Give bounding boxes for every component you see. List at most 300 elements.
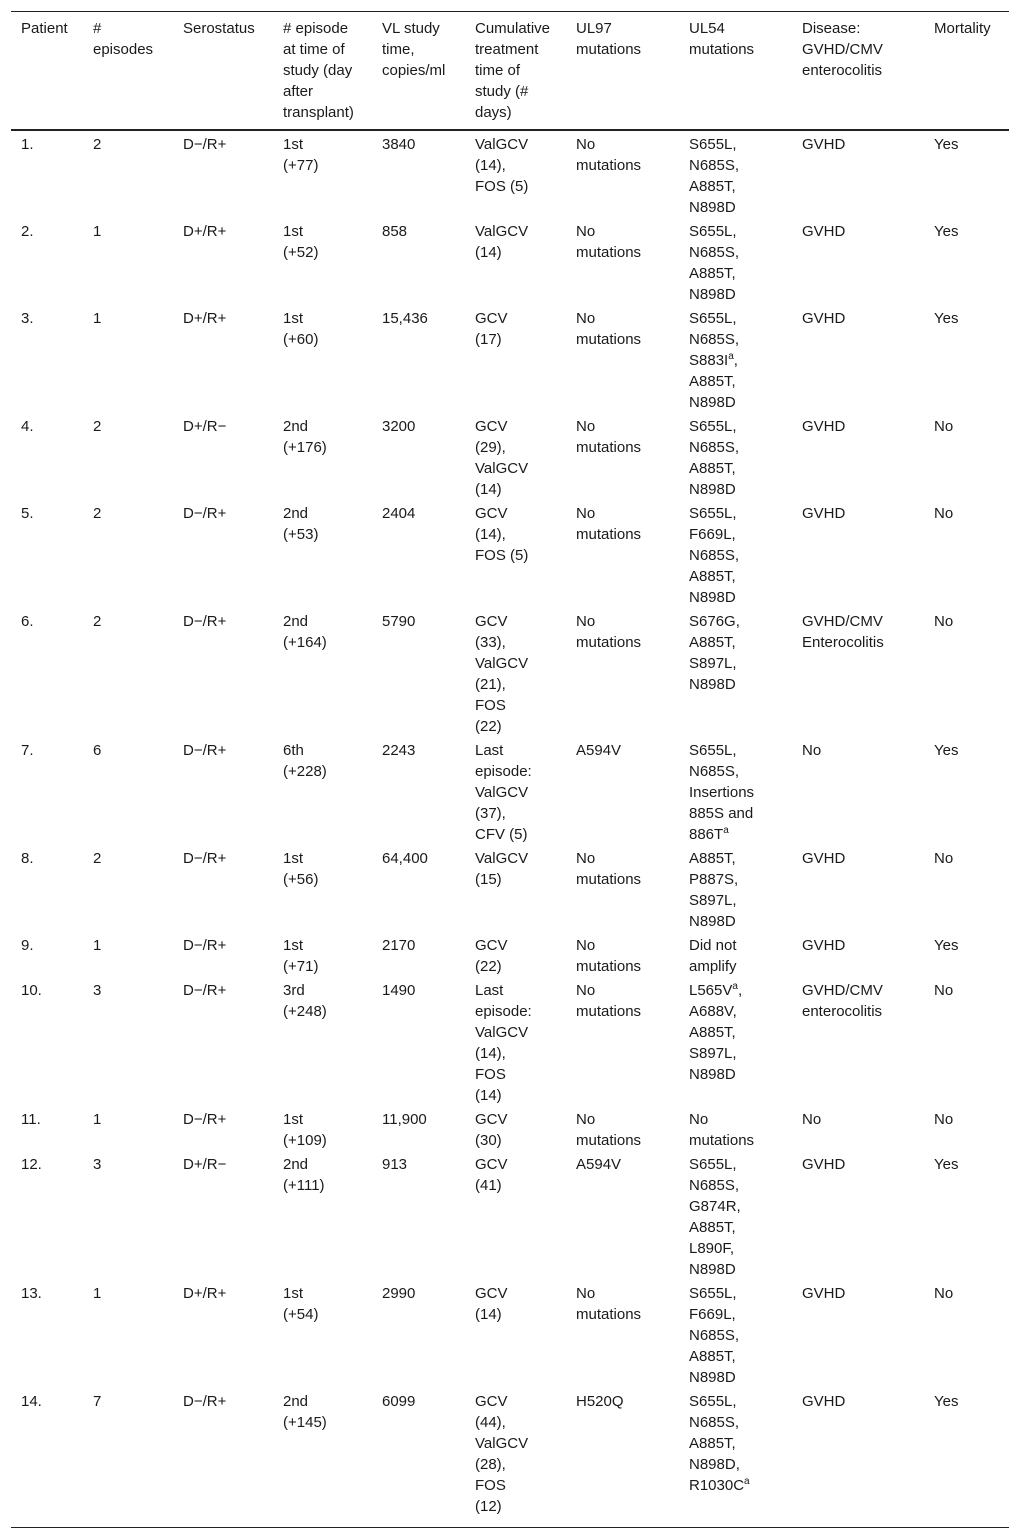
header-ul97-mutations (566, 12, 679, 131)
text-line: N685S, (689, 1177, 740, 1194)
cell-episodes (83, 737, 173, 845)
text-line: GCV (475, 1156, 508, 1173)
text-line: S655L, (689, 505, 737, 522)
cell-disease (792, 218, 924, 305)
text-line: (+71) (283, 958, 319, 975)
cell-vl-study-time (372, 130, 465, 218)
text-line: No (934, 982, 954, 999)
text-line: 3 (93, 982, 102, 999)
cell-disease (792, 1388, 924, 1528)
text-line: treatment (475, 41, 539, 58)
text-line: amplify (689, 958, 737, 975)
text-line: No (934, 1285, 954, 1302)
text-line: $S883I^a$, (689, 351, 738, 369)
cell-serostatus (173, 608, 273, 737)
text-line: D+/R+ (183, 1285, 227, 1302)
table-row (11, 218, 1009, 305)
cell-disease (792, 977, 924, 1106)
cell-ul97-mutations (566, 130, 679, 218)
footnote-marker: a (744, 1476, 750, 1487)
table-row (11, 500, 1009, 608)
text-line: ValGCV (475, 136, 529, 153)
text-line: 2 (93, 850, 102, 867)
cell-episode-at-study (273, 737, 372, 845)
text-line: GVHD/CMV (802, 613, 883, 630)
cell-mortality (924, 1106, 1009, 1151)
text-line: mutations (576, 439, 642, 456)
text-line: D−/R+ (183, 505, 227, 522)
text-line: N898D (689, 676, 736, 693)
cell-episode-at-study (273, 932, 372, 977)
text-line: 885S and (689, 805, 754, 822)
text-line: D−/R+ (183, 1393, 227, 1410)
text-line: N898D (689, 394, 736, 411)
text-line: 10. (21, 982, 42, 999)
text-line: N685S, (689, 763, 740, 780)
text-line: ValGCV (475, 460, 529, 477)
cell-vl-study-time (372, 1106, 465, 1151)
text-line: GVHD (802, 418, 846, 435)
text-line: GVHD (802, 310, 846, 327)
cell-serostatus (173, 845, 273, 932)
cell-cumulative-treatment (465, 1151, 566, 1280)
text-line: Yes (934, 937, 959, 954)
cell-disease (792, 932, 924, 977)
text-line: N898D (689, 199, 736, 216)
text-line: ValGCV (475, 1435, 529, 1452)
text-line: 5790 (382, 613, 416, 630)
header-ul54-mutations (679, 12, 792, 131)
text-line: mutations (576, 1003, 642, 1020)
cell-episode-at-study (273, 305, 372, 413)
cell-ul54-mutations (679, 932, 792, 977)
text-line: (+145) (283, 1414, 327, 1431)
text-line: (+111) (283, 1177, 325, 1194)
cell-vl-study-time (372, 1388, 465, 1528)
cell-episodes (83, 413, 173, 500)
text-line: N685S, (689, 439, 740, 456)
cell-mortality (924, 608, 1009, 737)
cell-patient (11, 737, 83, 845)
text-line: 1st (283, 850, 304, 867)
text-line: 1 (93, 1285, 102, 1302)
text-line: study (day (283, 62, 353, 79)
text-line: $886T^a$ (689, 825, 729, 843)
cell-serostatus (173, 218, 273, 305)
cell-cumulative-treatment (465, 413, 566, 500)
text-line: S655L, (689, 310, 737, 327)
text-line: N898D (689, 286, 736, 303)
cell-episodes (83, 305, 173, 413)
text-line: 2nd (283, 418, 309, 435)
text-line: S655L, (689, 136, 737, 153)
text-line: 11,900 (382, 1111, 427, 1128)
text-line: D−/R+ (183, 136, 227, 153)
cell-disease (792, 413, 924, 500)
text-line: D+/R+ (183, 310, 227, 327)
text-line: Enterocolitis (802, 634, 884, 651)
cell-patient (11, 845, 83, 932)
text-line: D−/R+ (183, 742, 227, 759)
text-line: No (576, 223, 596, 240)
text-line: episode: (475, 763, 532, 780)
cell-disease (792, 1151, 924, 1280)
text-line: (37), (475, 805, 506, 822)
cell-patient (11, 1106, 83, 1151)
cell-patient (11, 1151, 83, 1280)
text-line: 14. (21, 1393, 42, 1410)
cell-serostatus (173, 1280, 273, 1388)
cell-mortality (924, 130, 1009, 218)
cell-cumulative-treatment (465, 845, 566, 932)
text-line: 2. (21, 223, 34, 240)
table-row (11, 1151, 1009, 1280)
text-line: A885T, (689, 373, 736, 390)
table-row (11, 130, 1009, 218)
text-line: 11. (21, 1111, 41, 1128)
cell-cumulative-treatment (465, 218, 566, 305)
text-line: A885T, (689, 1435, 736, 1452)
text-line: D+/R− (183, 418, 227, 435)
cell-serostatus (173, 737, 273, 845)
text-line: mutations (576, 41, 642, 58)
text-line: A885T, (689, 178, 736, 195)
text-line: No (689, 1111, 709, 1128)
text-line: study (# (475, 83, 529, 100)
text-line: mutations (576, 331, 642, 348)
cell-ul97-mutations (566, 608, 679, 737)
text-line: (14) (475, 244, 502, 261)
text-line: 64,400 (382, 850, 428, 867)
text-line: Insertions (689, 784, 755, 801)
cell-cumulative-treatment (465, 737, 566, 845)
table-row (11, 413, 1009, 500)
text-line: No (576, 136, 596, 153)
header-patient (11, 12, 83, 131)
text-line: 2170 (382, 937, 416, 954)
text-line: (17) (475, 331, 502, 348)
cell-patient (11, 977, 83, 1106)
cell-cumulative-treatment (465, 932, 566, 977)
cell-ul54-mutations (679, 977, 792, 1106)
text-line: 6th (283, 742, 304, 759)
text-line: No (934, 1111, 954, 1128)
text-line: 3 (93, 1156, 102, 1173)
cell-ul54-mutations (679, 1106, 792, 1151)
text-line: 2nd (283, 505, 309, 522)
table-row (11, 932, 1009, 977)
cell-serostatus (173, 932, 273, 977)
text-line: (28), (475, 1456, 506, 1473)
text-line: mutations (689, 41, 755, 58)
text-line: Yes (934, 1393, 959, 1410)
table-row (11, 845, 1009, 932)
text-line: episodes (93, 41, 154, 58)
cell-episode-at-study (273, 845, 372, 932)
text-line: S655L, (689, 1393, 737, 1410)
cell-cumulative-treatment (465, 500, 566, 608)
cell-episode-at-study (273, 413, 372, 500)
text-line: 3200 (382, 418, 416, 435)
text-line: A594V (576, 742, 622, 759)
cell-mortality (924, 305, 1009, 413)
text-line: (30) (475, 1132, 502, 1149)
header-mortality (924, 12, 1009, 131)
text-line: P887S, (689, 871, 739, 888)
text-line: 2nd (283, 613, 309, 630)
text-line: D+/R+ (183, 223, 227, 240)
table-row (11, 1106, 1009, 1151)
cell-mortality (924, 500, 1009, 608)
text-line: ValGCV (475, 850, 529, 867)
cell-disease (792, 608, 924, 737)
cell-disease (792, 1280, 924, 1388)
footnote-marker: a (728, 351, 734, 362)
text-line: F669L, (689, 526, 736, 543)
cell-serostatus (173, 130, 273, 218)
text-line: 2243 (382, 742, 416, 759)
text-line: N685S, (689, 1414, 740, 1431)
text-line: time, (382, 41, 415, 58)
text-line: enterocolitis (802, 62, 883, 79)
cell-ul97-mutations (566, 845, 679, 932)
cell-cumulative-treatment (465, 977, 566, 1106)
cell-cumulative-treatment (465, 1280, 566, 1388)
table-body (11, 130, 1009, 1528)
text-line: 7. (21, 742, 34, 759)
header-row (11, 12, 1009, 131)
cell-ul97-mutations (566, 1106, 679, 1151)
cell-episode-at-study (273, 218, 372, 305)
header-vl-study-time (372, 12, 465, 131)
text-line: 2nd (283, 1156, 309, 1173)
text-line: FOS (475, 1477, 506, 1494)
text-line: GCV (475, 1285, 508, 1302)
cell-mortality (924, 845, 1009, 932)
text-line: N898D, (689, 1456, 740, 1473)
cell-episodes (83, 608, 173, 737)
cell-ul54-mutations (679, 218, 792, 305)
text-line: (14), (475, 526, 506, 543)
text-line: A885T, (689, 568, 736, 585)
text-line: FOS (5) (475, 178, 529, 195)
text-line: 6. (21, 613, 34, 630)
text-line: at time of (283, 41, 345, 58)
text-line: 1. (21, 136, 34, 153)
text-line: N685S, (689, 157, 740, 174)
footnote-marker: a (723, 825, 729, 836)
text-line: episode: (475, 1003, 532, 1020)
text-line: 7 (93, 1393, 102, 1410)
text-line: GVHD (802, 1393, 846, 1410)
cell-patient (11, 413, 83, 500)
text-line: ValGCV (475, 223, 529, 240)
cell-ul97-mutations (566, 413, 679, 500)
cell-episodes (83, 1388, 173, 1528)
cell-episodes (83, 1151, 173, 1280)
cell-serostatus (173, 305, 273, 413)
text-line: GVHD (802, 505, 846, 522)
text-line: (+176) (283, 439, 327, 456)
text-line: N685S, (689, 547, 740, 564)
text-line: No (934, 418, 954, 435)
text-line: No (576, 310, 596, 327)
text-line: GVHD (802, 136, 846, 153)
cell-vl-study-time (372, 737, 465, 845)
text-line: $L565V^a$, (689, 981, 743, 999)
cell-ul54-mutations (679, 1280, 792, 1388)
cell-episode-at-study (273, 1151, 372, 1280)
text-line: GCV (475, 505, 508, 522)
text-line: (+56) (283, 871, 319, 888)
text-line: (+53) (283, 526, 319, 543)
cell-patient (11, 1280, 83, 1388)
text-line: No (934, 850, 954, 867)
text-line: (22) (475, 718, 502, 735)
text-line: 3rd (283, 982, 305, 999)
text-line: No (576, 505, 596, 522)
table-row (11, 977, 1009, 1106)
text-line: (15) (475, 871, 502, 888)
cell-ul97-mutations (566, 932, 679, 977)
text-line: 2 (93, 136, 102, 153)
text-line: 1 (93, 310, 102, 327)
text-line: G874R, (689, 1198, 741, 1215)
cell-ul54-mutations (679, 500, 792, 608)
text-line: mutations (576, 244, 642, 261)
text-line: 13. (21, 1285, 42, 1302)
cell-patient (11, 932, 83, 977)
text-line: 2 (93, 505, 102, 522)
text-line: D−/R+ (183, 613, 227, 630)
text-line: S655L, (689, 1156, 737, 1173)
text-line: No (576, 982, 596, 999)
text-line: $R1030C^a$ (689, 1476, 750, 1494)
text-line: 1st (283, 937, 304, 954)
text-line: Yes (934, 310, 959, 327)
cell-vl-study-time (372, 1280, 465, 1388)
header-episode-at-study (273, 12, 372, 131)
cell-ul54-mutations (679, 1151, 792, 1280)
text-line: A885T, (689, 850, 736, 867)
text-line: mutations (576, 1306, 642, 1323)
text-line: H520Q (576, 1393, 624, 1410)
cell-vl-study-time (372, 1151, 465, 1280)
text-line: 2990 (382, 1285, 416, 1302)
text-line: No (802, 1111, 822, 1128)
text-line: mutations (576, 526, 642, 543)
text-line: ValGCV (475, 1024, 529, 1041)
text-line: Cumulative (475, 20, 551, 37)
text-line: CFV (5) (475, 826, 528, 843)
cell-serostatus (173, 977, 273, 1106)
cell-patient (11, 1388, 83, 1528)
cell-ul54-mutations (679, 608, 792, 737)
text-line: GCV (475, 1111, 508, 1128)
text-line: (29), (475, 439, 506, 456)
text-line: 8. (21, 850, 34, 867)
text-line: 4. (21, 418, 34, 435)
text-line: mutations (576, 157, 642, 174)
cell-ul54-mutations (679, 305, 792, 413)
cell-ul54-mutations (679, 1388, 792, 1528)
text-line: 1st (283, 310, 304, 327)
cell-vl-study-time (372, 608, 465, 737)
cell-patient (11, 218, 83, 305)
cell-episodes (83, 218, 173, 305)
cell-mortality (924, 1280, 1009, 1388)
text-line: days) (475, 104, 512, 121)
cell-ul97-mutations (566, 218, 679, 305)
cell-vl-study-time (372, 845, 465, 932)
cell-episode-at-study (273, 1106, 372, 1151)
cell-mortality (924, 1151, 1009, 1280)
cell-patient (11, 500, 83, 608)
text-line: GCV (475, 613, 508, 630)
text-line: (+228) (283, 763, 327, 780)
text-line: S676G, (689, 613, 740, 630)
text-line: Last (475, 742, 504, 759)
text-line: GVHD (802, 1285, 846, 1302)
cell-episodes (83, 1106, 173, 1151)
text-line: (41) (475, 1177, 502, 1194)
text-line: FOS (475, 1066, 506, 1083)
text-line: # (93, 20, 102, 37)
cell-disease (792, 305, 924, 413)
text-line: S655L, (689, 1285, 737, 1302)
cell-ul54-mutations (679, 130, 792, 218)
text-line: transplant) (283, 104, 354, 121)
text-line: A594V (576, 1156, 622, 1173)
text-line: Disease: (802, 20, 861, 37)
text-line: time of (475, 62, 521, 79)
text-line: 2 (93, 418, 102, 435)
text-line: UL54 (689, 20, 725, 37)
text-line: GVHD (802, 1156, 846, 1173)
text-line: 1st (283, 136, 304, 153)
text-line: No (934, 613, 954, 630)
cell-ul97-mutations (566, 305, 679, 413)
text-line: No (576, 1285, 596, 1302)
text-line: mutations (576, 958, 642, 975)
text-line: D−/R+ (183, 937, 227, 954)
text-line: mutations (576, 634, 642, 651)
cell-vl-study-time (372, 932, 465, 977)
text-line: (21), (475, 676, 506, 693)
cell-mortality (924, 932, 1009, 977)
cell-episode-at-study (273, 608, 372, 737)
text-line: 3. (21, 310, 34, 327)
text-line: N685S, (689, 244, 740, 261)
table-row (11, 608, 1009, 737)
text-line: ValGCV (475, 655, 529, 672)
text-line: after (283, 83, 314, 100)
text-line: 2nd (283, 1393, 309, 1410)
text-line: No (576, 850, 596, 867)
cell-ul97-mutations (566, 1280, 679, 1388)
cell-serostatus (173, 1388, 273, 1528)
text-line: GCV (475, 1393, 508, 1410)
cell-patient (11, 305, 83, 413)
text-line: (+60) (283, 331, 319, 348)
text-line: FOS (475, 697, 506, 714)
text-line: mutations (689, 1132, 755, 1149)
text-line: (14), (475, 1045, 506, 1062)
cell-vl-study-time (372, 977, 465, 1106)
text-line: UL97 (576, 20, 612, 37)
text-line: N898D (689, 589, 736, 606)
cell-serostatus (173, 413, 273, 500)
